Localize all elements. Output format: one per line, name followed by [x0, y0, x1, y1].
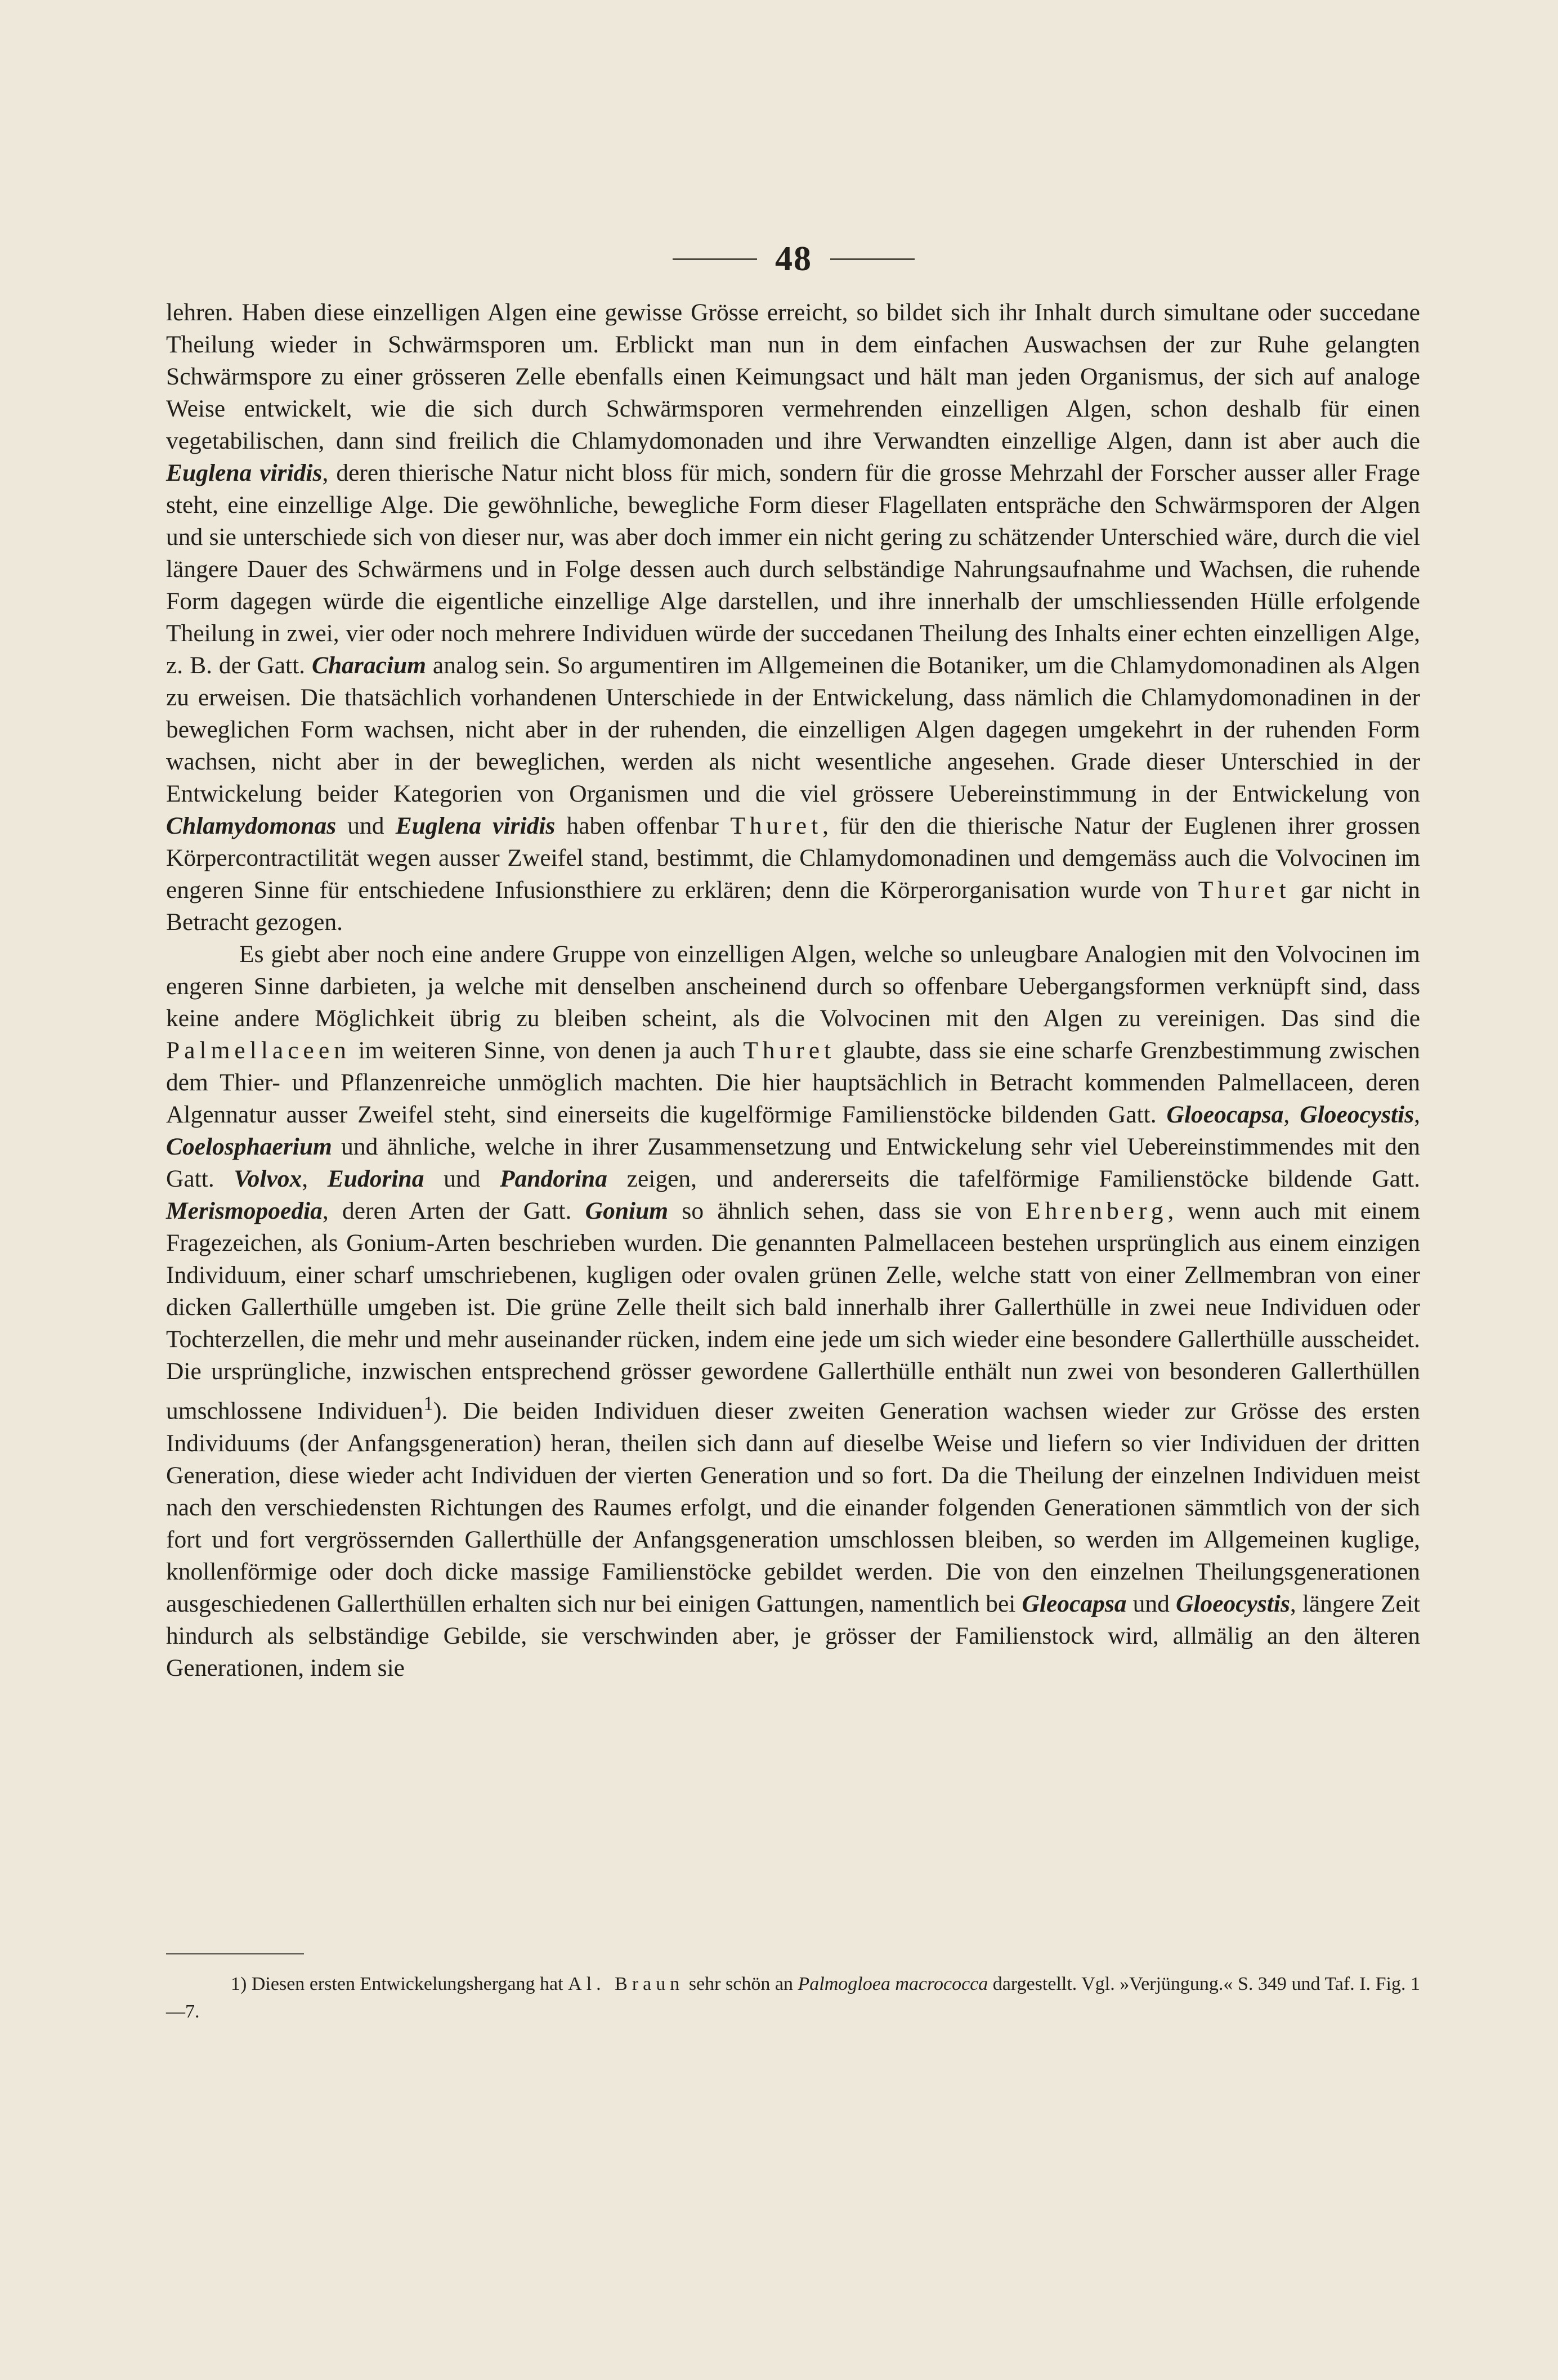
text-run: und: [424, 1165, 500, 1192]
italic-term: Characium: [311, 652, 426, 679]
text-run: lehren. Haben diese einzelligen Algen eine gewisse Grösse erreicht, so bildet sich ihr Inhalt durch simultane oder succedane Theilung wieder in Schwärmsporen um. Erblickt man nun in dem einfachen Auswachsen der zur Ruhe gelangten Schwärmspore zu einer grösseren Zelle ebenfalls einen Keimungsact und hält man jeden Organismus, der sich auf analoge Weise entwickelt, wie die sich durch Schwärmsporen vermehrenden einzelligen Algen, schon deshalb für einen vegetabilischen, dann sind freilich die Chlamydomonaden und ihre Verwandten einzellige Algen, dann ist aber auch die: [166, 299, 1420, 454]
text-run: ,: [302, 1165, 328, 1192]
footnote-divider: [166, 1953, 304, 1954]
spaced-name: Al. Braun: [568, 1974, 684, 1994]
italic-term: Chlamydomonas: [166, 812, 337, 839]
italic-term: Gloeocapsa: [1166, 1101, 1284, 1128]
text-run: gar nicht in Betracht gezogen.: [166, 876, 1420, 936]
italic-term: Gleocapsa: [1022, 1590, 1127, 1617]
footnotes: [166, 1970, 1420, 2025]
text-run: ,: [1414, 1101, 1421, 1128]
text-run: Es giebt aber noch eine andere Gruppe von einzelligen Algen, welche so unleugbare Analogien mit den Volvocinen im engeren Sinne darbieten, ja welche mit denselben anscheinend durch so offenbare Uebergangsformen verknüpft sind, dass keine andere Möglichkeit übrig zu bleiben scheint, als die Volvocinen mit den Algen zu vereinigen. Das sind die: [166, 941, 1420, 1032]
header-rule-left: [673, 258, 757, 260]
text-run: ,: [1283, 1101, 1300, 1128]
text-run: 1) Diesen ersten Entwickelungshergang hat: [231, 1974, 568, 1994]
text-run: und ähnliche, welche in ihrer Zusammensetzung und Entwickelung sehr viel Uebereinstimmendes mit den Gatt.: [166, 1133, 1420, 1192]
text-run: haben offenbar: [555, 812, 731, 839]
text-run: so ähnlich sehen, dass sie von: [668, 1197, 1026, 1224]
page-number: 48: [775, 239, 812, 278]
text-run: , deren Arten der Gatt.: [322, 1197, 585, 1224]
italic-term: Eudorina: [327, 1165, 424, 1192]
text-run: ). Die beiden Individuen dieser zweiten Generation wachsen wieder zur Grösse des ersten Individuums (der Anfangsgeneration) heran, theilen sich dann auf dieselbe Weise und liefern so vier Individuen der dritten Generation, diese wieder acht Individuen der vierten Generation und so fort. Da die Theilung der einzelnen Individuen meist nach den verschiedensten Richtungen des Raumes erfolgt, und die einander folgenden Generationen sämmtlich von der sich fort und fort vergrössernden Gallerthülle der Anfangsgeneration umschlossen bleiben, so werden im Allgemeinen kuglige, knollenförmige oder doch dicke massige Familienstöcke gebildet werden. Die von den einzelnen Theilungsgenerationen ausgeschiedenen Gallerthüllen erhalten sich nur bei einigen Gattungen, namentlich bei: [166, 1397, 1420, 1617]
footnote-marker: 1: [423, 1392, 434, 1415]
paragraph: [166, 297, 1420, 938]
spaced-name: Thuret: [743, 1037, 836, 1064]
footnote: [166, 1970, 1420, 2025]
italic-term: Euglena viridis: [166, 459, 323, 486]
italic-term: Euglena viridis: [395, 812, 556, 839]
text-run: , für den die thierische Natur der Euglenen ihrer grossen Körpercontractilität wegen ausser Zweifel stand, bestimmt, die Chlamydomonadinen und demgemäss auch die Volvocinen im engeren Sinne für entschiedene Infusionsthiere zu erklären; denn die Körperorganisation wurde von: [166, 812, 1421, 903]
italic-term: Palmogloea macrococca: [798, 1974, 988, 1994]
italic-term: Pandorina: [500, 1165, 607, 1192]
italic-term: Merismopoedia: [166, 1197, 323, 1224]
spaced-name: Palmellaceen: [166, 1037, 351, 1064]
italic-term: Volvox: [234, 1165, 302, 1192]
paragraph: [166, 938, 1420, 1684]
italic-term: Gloeocystis: [1300, 1101, 1414, 1128]
text-run: glaubte, dass sie eine scharfe Grenzbestimmung zwischen dem Thier- und Pflanzenreiche unmöglich machten. Die hier hauptsächlich in Betracht kommenden Palmellaceen, deren Algennatur ausser Zweifel steht, sind einerseits die kugelförmige Familienstöcke bildenden Gatt.: [166, 1037, 1420, 1128]
spaced-name: Thuret: [730, 812, 823, 839]
spaced-name: Thuret: [1198, 876, 1291, 903]
text-run: analog sein. So argumentiren im Allgemeinen die Botaniker, um die Chlamydomonadinen als Algen zu erweisen. Die thatsächlich vorhandenen Unterschiede in der Entwickelung, dass nämlich die Chlamydomonadinen in der beweglichen Form wachsen, nicht aber in der ruhenden, die einzelligen Algen dagegen umgekehrt in der ruhenden Form wachsen, nicht aber in der beweglichen, werden als nicht wesentliche angesehen. Grade dieser Unterschied in der Entwickelung beider Kategorien von Organismen und die viel grössere Uebereinstimmung in der Entwickelung von: [166, 652, 1420, 807]
text-run: dargestellt. Vgl. »Verjüngung.« S. 349 und Taf. I. Fig. 1—7.: [166, 1974, 1421, 2022]
italic-term: Gloeocystis: [1175, 1590, 1290, 1617]
main-text: [166, 297, 1420, 1684]
page-header: [647, 236, 940, 281]
text-run: im weiteren Sinne, von denen ja auch: [350, 1037, 744, 1064]
text-run: und: [336, 812, 396, 839]
text-run: sehr schön an: [684, 1974, 798, 1994]
text-run: zeigen, und andererseits die tafelförmige Familienstöcke bildende Gatt.: [607, 1165, 1420, 1192]
italic-term: Gonium: [585, 1197, 669, 1224]
header-rule-right: [830, 258, 915, 260]
text-run: und: [1126, 1590, 1176, 1617]
text-run: , längere Zeit hindurch als selbständige Gebilde, sie verschwinden aber, je grösser der Familienstock wird, allmälig an den älteren Generationen, indem sie: [166, 1590, 1421, 1681]
italic-term: Coelosphaerium: [166, 1133, 332, 1160]
spaced-name: Ehrenberg: [1026, 1197, 1168, 1224]
text-run: , deren thierische Natur nicht bloss für mich, sondern für die grosse Mehrzahl der Forscher ausser aller Frage steht, eine einzellige Alge. Die gewöhnliche, bewegliche Form dieser Flagellaten entspräche den Schwärmsporen der Algen und sie unterschiede sich von dieser nur, was aber doch immer ein nicht gering zu schätzender Unterschied wäre, durch die viel längere Dauer des Schwärmens und in Folge dessen auch durch selbständige Nahrungsaufnahme und Wachsen, die ruhende Form dagegen würde die eigentliche einzellige Alge darstellen, und ihre innerhalb der umschliessenden Hülle erfolgende Theilung in zwei, vier oder noch mehrere Individuen würde der succedanen Theilung des Inhalts einer echten einzelligen Alge, z. B. der Gatt.: [166, 459, 1420, 679]
text-run: , wenn auch mit einem Fragezeichen, als Gonium-Arten beschrieben wurden. Die genannten Palmellaceen bestehen ursprünglich aus einem einzigen Individuum, einer scharf umschriebenen, kugligen oder ovalen grünen Zelle, welche statt von einer Zellmembran von einer dicken Gallerthülle umgeben ist. Die grüne Zelle theilt sich bald innerhalb ihrer Gallerthülle in zwei neue Individuen oder Tochterzellen, die mehr und mehr auseinander rücken, indem eine jede um sich wieder eine besondere Gallerthülle ausscheidet. Die ursprüngliche, inzwischen entsprechend grösser gewordene Gallerthülle enthält nun zwei von besonderen Gallerthüllen umschlossene Individuen: [166, 1197, 1420, 1425]
